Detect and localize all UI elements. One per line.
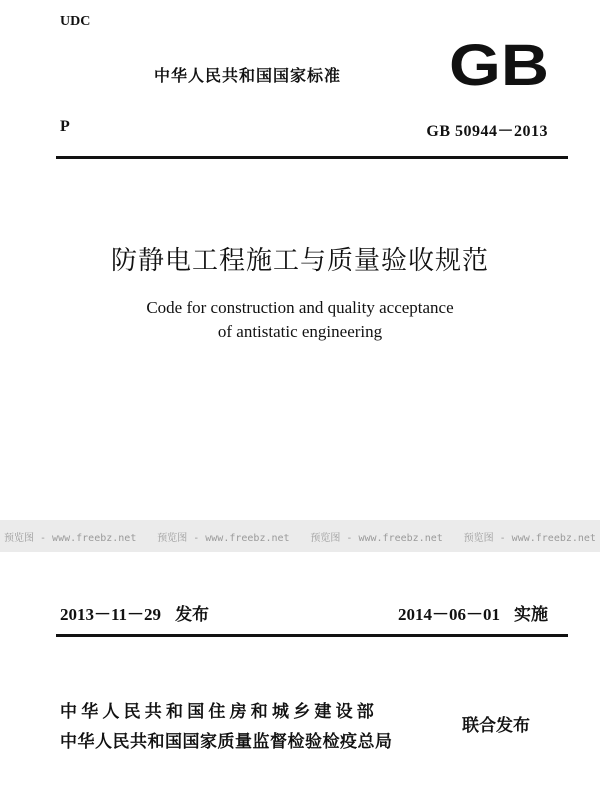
issuer-org-2: 中华人民共和国国家质量监督检验检疫总局 (60, 732, 393, 752)
title-english-line2: of antistatic engineering (217, 322, 383, 341)
watermark-text: 预览图 - www.freebz.net (157, 532, 290, 544)
effective-label: 实施 (514, 605, 548, 625)
watermark-banner (0, 520, 600, 552)
issue-date-block (60, 600, 209, 625)
issuer-org-1: 中华人民共和国住房和城乡建设部 (60, 702, 378, 722)
title-chinese: 防静电工程施工与质量验收规范 (110, 246, 489, 276)
watermark-text: 预览图 - www.freebz.net (463, 532, 596, 544)
gb-logo-text: GB (449, 36, 549, 90)
header-divider (56, 156, 568, 159)
watermark-text: 预览图 - www.freebz.net (4, 532, 137, 544)
issue-date: 2013－11－29 (60, 605, 162, 624)
joint-issue-label: 联合发布 (462, 716, 530, 736)
gb-logo (447, 36, 551, 90)
standard-number: GB 50944－2013 (426, 123, 548, 140)
effective-date-block (398, 600, 548, 625)
issue-label: 发布 (175, 605, 210, 625)
title-english-line1: Code for construction and quality acceptance (146, 298, 454, 317)
classification-code: P (60, 118, 70, 135)
standard-name: 中华人民共和国国家标准 (154, 66, 342, 85)
effective-date: 2014－06－01 (398, 605, 500, 624)
udc-label: UDC (60, 14, 91, 29)
watermark-text: 预览图 - www.freebz.net (310, 532, 443, 544)
footer-divider (56, 634, 568, 637)
